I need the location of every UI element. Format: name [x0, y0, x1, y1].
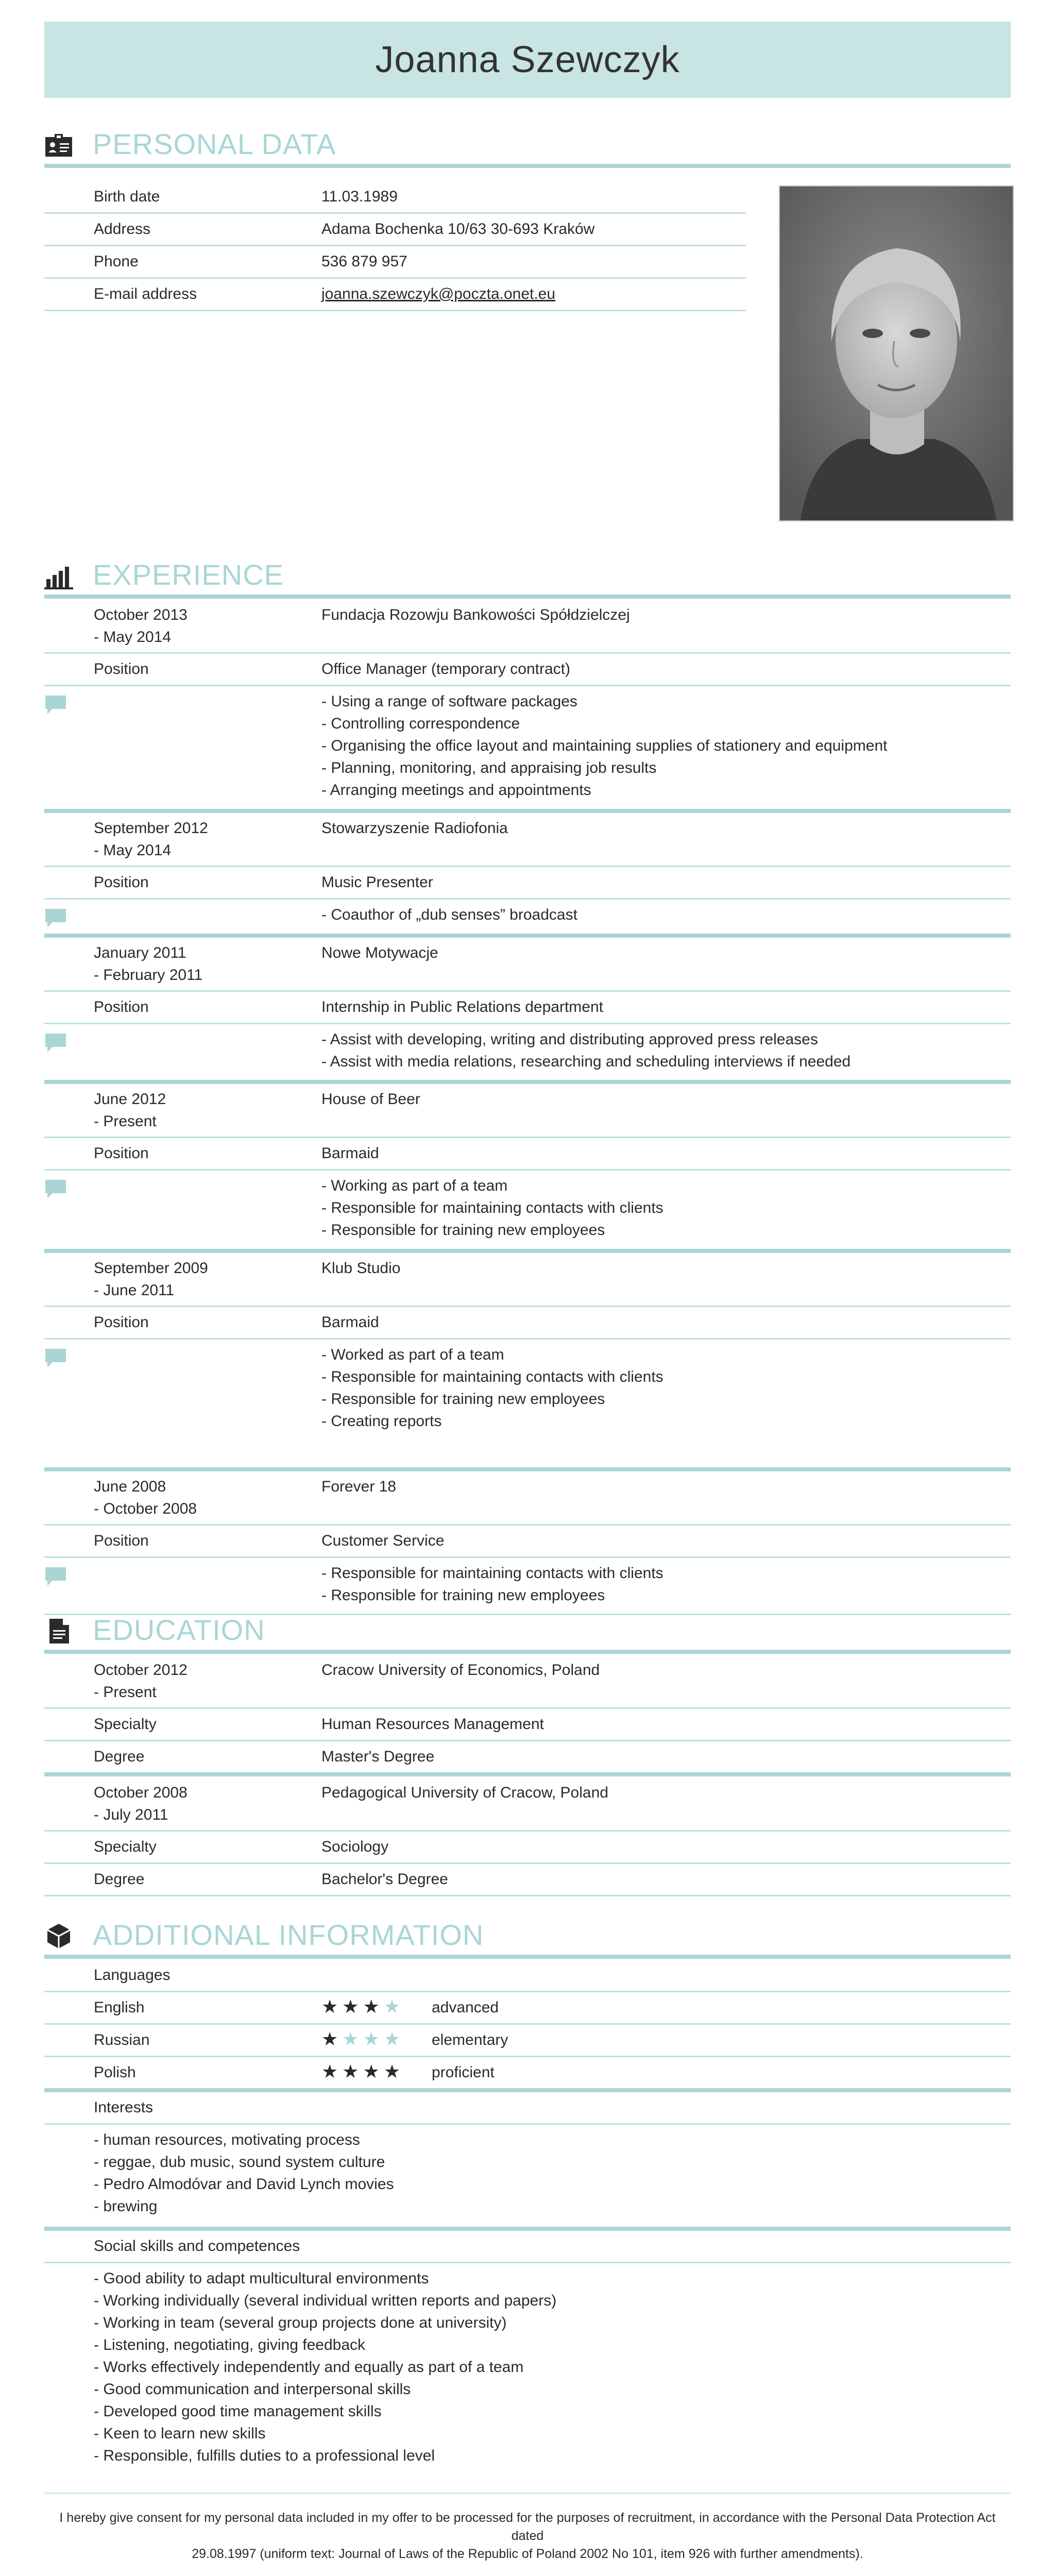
employer-name: Klub Studio [321, 1260, 401, 1277]
job-start-date: September 2012 [94, 820, 208, 837]
language-level: advanced [432, 1999, 499, 2016]
employer-name: Forever 18 [321, 1478, 397, 1495]
language-level: elementary [432, 2031, 508, 2048]
school-name: Pedagogical University of Cracow, Poland [321, 1784, 608, 1801]
skills-heading-row [44, 2231, 1011, 2263]
degree-row [44, 1741, 1011, 1776]
skill-item: - Good communication and interpersonal skills [94, 2381, 411, 2398]
interest-item: - brewing [94, 2198, 158, 2215]
skills-list [44, 2263, 1011, 2480]
section-title: ADDITIONAL INFORMATION [93, 1919, 484, 1951]
language-level: proficient [432, 2064, 495, 2081]
rating-stars: ★★★★ [321, 2028, 405, 2049]
position-label: Position [94, 874, 149, 891]
birth-date-label: Birth date [94, 188, 160, 205]
degree-value: Master's Degree [321, 1748, 435, 1765]
address-label: Address [94, 221, 151, 238]
job-start-date: September 2009 [94, 1260, 208, 1277]
email-link[interactable]: joanna.szewczyk@poczta.onet.eu [321, 285, 556, 302]
skills-label: Social skills and competences [94, 2238, 300, 2255]
job-end-date: - May 2014 [94, 842, 172, 859]
education-header [44, 1609, 1011, 1651]
duty-item: - Responsible for maintaining contacts with clients [321, 1199, 663, 1216]
position-value: Internship in Public Relations department [321, 998, 603, 1015]
section-divider [44, 164, 1011, 168]
candidate-name: Joanna Szewczyk [375, 39, 680, 80]
section-divider [44, 1955, 1011, 1959]
profile-photo [779, 185, 1014, 521]
duty-item: - Working as part of a team [321, 1177, 508, 1194]
position-value: Barmaid [321, 1145, 379, 1162]
edu-end-date: - Present [94, 1684, 157, 1701]
duty-item: - Responsible for maintaining contacts with clients [321, 1565, 663, 1582]
skill-item: - Listening, negotiating, giving feedback [94, 2336, 366, 2353]
employer-name: House of Beer [321, 1091, 420, 1108]
position-row [44, 654, 1011, 686]
duties-row [44, 1171, 1011, 1253]
position-value: Barmaid [321, 1314, 379, 1331]
skill-item: - Developed good time management skills [94, 2403, 382, 2420]
school-name: Cracow University of Economics, Poland [321, 1662, 600, 1679]
birth-date-value: 11.03.1989 [321, 188, 398, 205]
cube-icon [44, 1922, 73, 1951]
id-card-icon [44, 131, 73, 160]
personal-data-header [44, 124, 1011, 165]
language-row [44, 2025, 1011, 2057]
job-dates-row [44, 1471, 1011, 1526]
address-value: Adama Bochenka 10/63 30-693 Kraków [321, 221, 595, 238]
duty-item: - Arranging meetings and appointments [321, 782, 591, 799]
job-dates-row [44, 1084, 1011, 1138]
position-row [44, 1307, 1011, 1340]
name-header [44, 22, 1011, 98]
employer-name: Stowarzyszenie Radiofonia [321, 820, 508, 837]
duty-item: - Assist with developing, writing and distributing approved press releases [321, 1031, 818, 1048]
job-start-date: June 2012 [94, 1091, 166, 1108]
job-end-date: - May 2014 [94, 629, 172, 646]
position-value: Customer Service [321, 1532, 445, 1549]
skill-item: - Keen to learn new skills [94, 2425, 266, 2442]
job-end-date: - June 2011 [94, 1282, 175, 1299]
duties-row [44, 900, 1011, 938]
interest-item: - Pedro Almodóvar and David Lynch movies [94, 2176, 394, 2193]
position-label: Position [94, 1314, 149, 1331]
job-start-date: January 2011 [94, 944, 186, 961]
skill-item: - Works effectively independently and equally as part of a team [94, 2359, 524, 2376]
job-start-date: October 2013 [94, 606, 188, 623]
position-value: Music Presenter [321, 874, 433, 891]
consent-line-2: 29.08.1997 (uniform text: Journal of Laws of the Republic of Poland 2002 No 101, item 926 with further amendments). [192, 2547, 863, 2561]
position-value: Office Manager (temporary contract) [321, 660, 570, 677]
section-title: EDUCATION [93, 1614, 265, 1646]
additional-info-header [44, 1914, 1011, 1956]
speech-bubble-icon [44, 1347, 67, 1369]
job-start-date: June 2008 [94, 1478, 166, 1495]
duty-item: - Controlling correspondence [321, 715, 520, 732]
section-divider [44, 595, 1011, 599]
employer-name: Nowe Motywacje [321, 944, 438, 961]
job-dates-row [44, 813, 1011, 867]
interests-heading-row [44, 2092, 1011, 2125]
duty-item: - Worked as part of a team [321, 1346, 504, 1363]
bar-chart-icon [44, 562, 73, 590]
language-name: English [94, 1999, 145, 2016]
specialty-label: Specialty [94, 1838, 157, 1855]
languages-label: Languages [94, 1967, 171, 1984]
duty-item: - Using a range of software packages [321, 693, 577, 710]
phone-value: 536 879 957 [321, 253, 407, 270]
speech-bubble-icon [44, 1031, 67, 1054]
email-label: E-mail address [94, 285, 197, 302]
edu-start-date: October 2008 [94, 1784, 188, 1801]
duty-item: - Assist with media relations, researching and scheduling interviews if needed [321, 1053, 851, 1070]
specialty-value: Human Resources Management [321, 1716, 544, 1733]
degree-row [44, 1864, 1011, 1896]
skill-item: - Working in team (several group projects done at university) [94, 2314, 507, 2331]
interest-item: - human resources, motivating process [94, 2131, 360, 2148]
duty-item: - Responsible for training new employees [321, 1391, 605, 1408]
phone-label: Phone [94, 253, 139, 270]
specialty-row [44, 1832, 1011, 1864]
position-row [44, 867, 1011, 900]
duties-row [44, 1340, 1011, 1471]
email-row [44, 279, 746, 311]
position-label: Position [94, 1532, 149, 1549]
position-row [44, 992, 1011, 1024]
duty-item: - Organising the office layout and maintaining supplies of stationery and equipment [321, 737, 888, 754]
specialty-row [44, 1709, 1011, 1741]
address-row [44, 214, 746, 246]
speech-bubble-icon [44, 1565, 67, 1588]
skill-item: - Responsible, fulfills duties to a professional level [94, 2447, 435, 2464]
interests-list [44, 2125, 1011, 2231]
job-end-date: - Present [94, 1113, 157, 1130]
rating-stars: ★★★★ [321, 1996, 405, 2017]
duty-item: - Responsible for training new employees [321, 1222, 605, 1239]
portrait-illustration [780, 187, 1013, 520]
languages-heading-row [44, 1960, 1011, 1992]
birth-date-row [44, 181, 746, 214]
document-icon [44, 1617, 73, 1646]
job-end-date: - October 2008 [94, 1500, 197, 1517]
speech-bubble-icon [44, 1178, 67, 1200]
interest-item: - reggae, dub music, sound system culture [94, 2154, 385, 2171]
degree-value: Bachelor's Degree [321, 1871, 448, 1888]
duties-row [44, 1024, 1011, 1084]
consent-clause [44, 2509, 1011, 2563]
edu-end-date: - July 2011 [94, 1806, 168, 1823]
duty-item: - Planning, monitoring, and appraising job results [321, 759, 657, 776]
specialty-label: Specialty [94, 1716, 157, 1733]
education-dates-row [44, 1777, 1011, 1832]
degree-label: Degree [94, 1871, 145, 1888]
language-name: Polish [94, 2064, 136, 2081]
language-name: Russian [94, 2031, 150, 2048]
degree-label: Degree [94, 1748, 145, 1765]
skill-item: - Good ability to adapt multicultural environments [94, 2270, 429, 2287]
consent-line-1: I hereby give consent for my personal data included in my offer to be processed for the purposes of recruitment, in accordance with the Personal Data Protection Act dated [59, 2511, 996, 2543]
duty-item: - Creating reports [321, 1413, 442, 1430]
education-dates-row [44, 1655, 1011, 1709]
duty-item: - Coauthor of „dub senses” broadcast [321, 906, 577, 923]
edu-start-date: October 2012 [94, 1662, 188, 1679]
section-divider [44, 1650, 1011, 1654]
phone-row [44, 246, 746, 279]
speech-bubble-icon [44, 907, 67, 929]
speech-bubble-icon [44, 693, 67, 716]
position-label: Position [94, 1145, 149, 1162]
job-dates-row [44, 1253, 1011, 1307]
interests-label: Interests [94, 2099, 154, 2116]
position-label: Position [94, 998, 149, 1015]
specialty-value: Sociology [321, 1838, 389, 1855]
experience-header [44, 554, 1011, 596]
duties-row [44, 686, 1011, 813]
language-row [44, 2057, 1011, 2092]
job-dates-row [44, 600, 1011, 654]
duties-row [44, 1558, 1011, 1615]
footer-divider [44, 2493, 1011, 2494]
rating-stars: ★★★★ [321, 2061, 405, 2082]
section-title: PERSONAL DATA [93, 128, 336, 160]
skill-item: - Working individually (several individual written reports and papers) [94, 2292, 557, 2309]
job-dates-row [44, 938, 1011, 992]
job-end-date: - February 2011 [94, 967, 203, 984]
section-title: EXPERIENCE [93, 558, 284, 591]
duty-item: - Responsible for maintaining contacts with clients [321, 1368, 663, 1385]
employer-name: Fundacja Rozowju Bankowości Spółdzielczej [321, 606, 630, 623]
duty-item: - Responsible for training new employees [321, 1587, 605, 1604]
language-row [44, 1992, 1011, 2025]
position-row [44, 1138, 1011, 1171]
position-label: Position [94, 660, 149, 677]
position-row [44, 1526, 1011, 1558]
